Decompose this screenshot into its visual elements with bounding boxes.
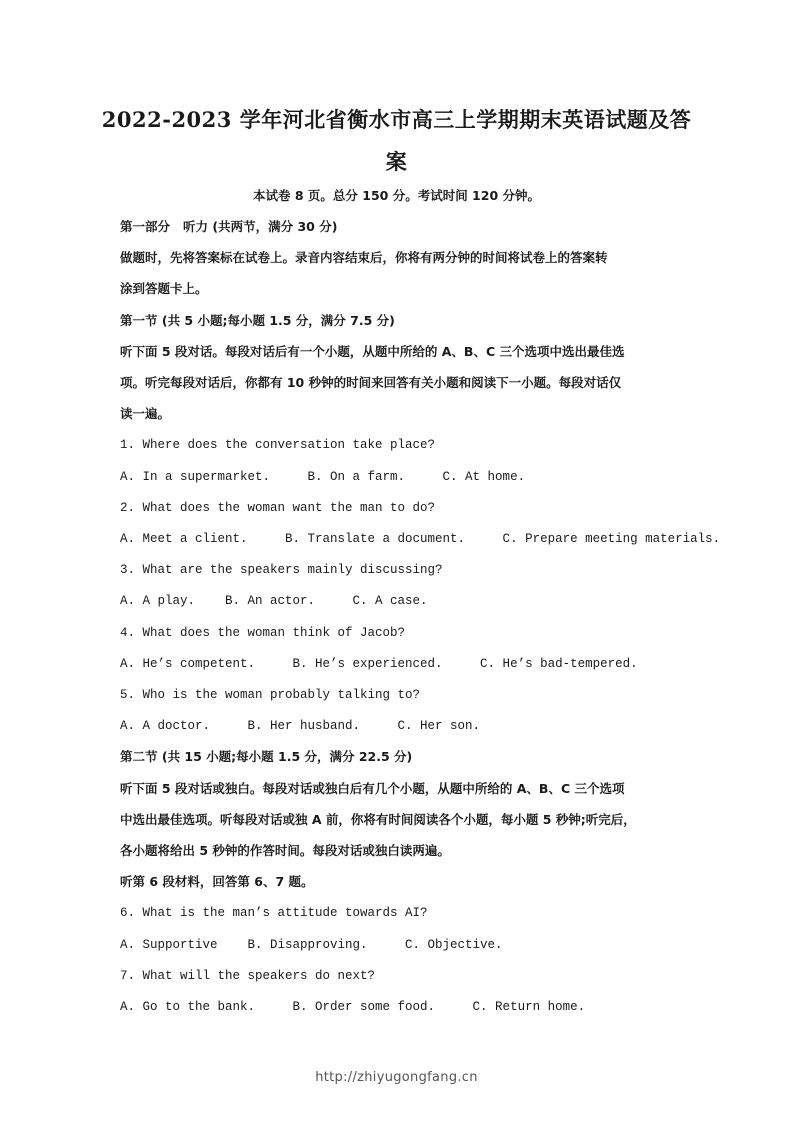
exam-info: 本试卷 8 页。总分 150 分。考试时间 120 分钟。: [253, 188, 540, 203]
question-4: 4. What does the woman think of Jacob?: [120, 626, 406, 640]
options-5: A. A doctor. B. Her husband. C. Her son.: [120, 719, 481, 733]
question-2: 2. What does the woman want the man to do?: [120, 501, 436, 515]
document-title: 2022-2023 学年河北省衡水市高三上学期期末英语试题及答: [101, 107, 692, 132]
instruction-text: 中选出最佳选项。听每段对话或独 A 前，你将有时间阅读各个小题，每小题 5 秒钟;听完后，: [120, 812, 636, 827]
instruction-text: 听下面 5 段对话。每段对话后有一个小题，从题中所给的 A、B、C 三个选项中选出最佳选: [120, 344, 625, 359]
instruction-text: 涂到答题卡上。: [120, 281, 208, 296]
instruction-text: 听下面 5 段对话或独白。每段对话或独白后有几个小题，从题中所给的 A、B、C 三个选项: [120, 781, 625, 796]
question-7: 7. What will the speakers do next?: [120, 969, 376, 983]
instruction-text: 各小题将给出 5 秒钟的作答时间。每段对话或独白读两遍。: [120, 843, 450, 858]
options-7: A. Go to the bank. B. Order some food. C. Return home.: [120, 1000, 586, 1014]
options-4: A. He’s competent. B. He’s experienced. C. He’s bad-tempered.: [120, 657, 638, 671]
section-heading-part1-2: 第二节 (共 15 小题;每小题 1.5 分，满分 22.5 分): [120, 749, 413, 764]
section-heading-part1: 第一部分 听力 (共两节，满分 30 分): [120, 219, 338, 234]
instruction-text: 项。听完每段对话后，你都有 10 秒钟的时间来回答有关小题和阅读下一小题。每段对话仅: [120, 375, 622, 390]
options-3: A. A play. B. An actor. C. A case.: [120, 594, 428, 608]
question-5: 5. Who is the woman probably talking to?: [120, 688, 421, 702]
options-2: A. Meet a client. B. Translate a document. C. Prepare meeting materials.: [120, 532, 721, 546]
material-heading: 听第 6 段材料，回答第 6、7 题。: [120, 874, 314, 889]
section-heading-part1-1: 第一节 (共 5 小题;每小题 1.5 分，满分 7.5 分): [120, 313, 395, 328]
question-6: 6. What is the man’s attitude towards AI?: [120, 906, 428, 920]
question-1: 1. Where does the conversation take place?: [120, 438, 436, 452]
instruction-text: 做题时，先将答案标在试卷上。录音内容结束后，你将有两分钟的时间将试卷上的答案转: [120, 250, 608, 265]
watermark-url: http://zhiyugongfang.cn: [315, 1070, 478, 1085]
options-1: A. In a supermarket. B. On a farm. C. At home.: [120, 470, 526, 484]
instruction-text: 读一遍。: [120, 406, 171, 421]
options-6: A. Supportive B. Disapproving. C. Objective.: [120, 938, 503, 952]
document-title-continued: 案: [385, 149, 408, 174]
question-3: 3. What are the speakers mainly discussing?: [120, 563, 443, 577]
